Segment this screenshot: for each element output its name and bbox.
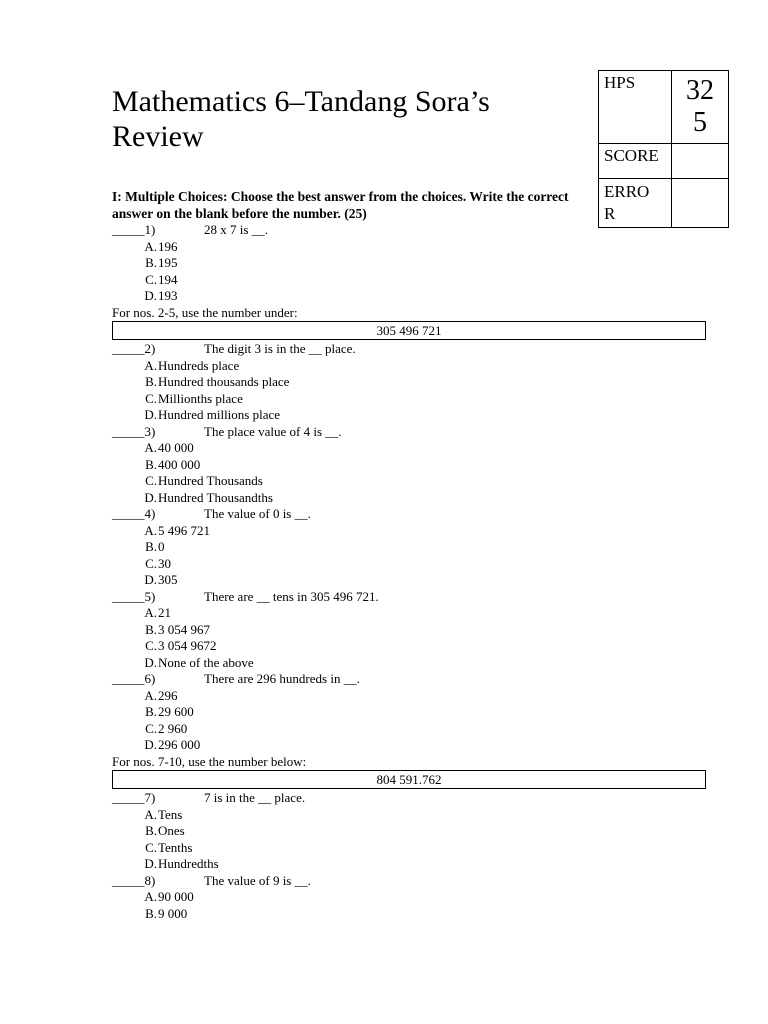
- option-letter: A.: [144, 806, 157, 822]
- option-letter: D.: [144, 737, 157, 752]
- option-text: 296 000: [158, 737, 201, 752]
- error-label: [599, 179, 672, 228]
- option-letter: A.: [144, 357, 157, 373]
- option-5a: [112, 605, 712, 622]
- option-text: Ones: [158, 823, 185, 838]
- option-3b: [112, 457, 712, 474]
- option-7b: [112, 823, 712, 840]
- question-5: [112, 589, 712, 606]
- option-letter: B.: [145, 539, 157, 554]
- option-3d: [112, 490, 712, 507]
- option-6b: [112, 704, 712, 721]
- instructions-line-1: I: Multiple Choices: Choose the best answer from the choices. Write the correct: [112, 189, 569, 204]
- option-text: 400 000: [158, 456, 201, 472]
- question-number[interactable]: _____8): [112, 872, 156, 888]
- option-letter: A.: [144, 522, 157, 538]
- option-letter: B.: [145, 456, 157, 472]
- option-text: 9 000: [158, 905, 188, 921]
- option-text: 29 600: [158, 704, 194, 719]
- option-text: Hundreds place: [158, 357, 240, 373]
- question-number[interactable]: _____7): [112, 790, 156, 805]
- option-letter: B.: [145, 905, 157, 921]
- option-1c: [112, 272, 712, 289]
- option-text: 3 054 9672: [158, 638, 217, 653]
- question-8: [112, 873, 712, 890]
- option-letter: B.: [145, 374, 157, 389]
- option-letter: A.: [144, 687, 157, 703]
- option-8a: [112, 889, 712, 906]
- option-text: Hundred thousands place: [158, 374, 290, 389]
- option-text: 193: [158, 288, 178, 303]
- option-text: 3 054 967: [158, 621, 210, 637]
- number-box-2: 804 591.762: [112, 770, 706, 789]
- option-3a: [112, 440, 712, 457]
- question-number[interactable]: _____3): [112, 423, 156, 439]
- option-letter: C.: [145, 638, 157, 653]
- option-4c: [112, 556, 712, 573]
- option-text: 21: [158, 605, 171, 620]
- hps-value-line-2: 5: [693, 107, 707, 138]
- error-label-line-1: ERRO: [604, 182, 650, 201]
- option-4b: [112, 539, 712, 556]
- error-value-cell[interactable]: [672, 179, 729, 228]
- option-text: 296: [158, 687, 178, 703]
- option-letter: A.: [144, 889, 157, 904]
- question-number[interactable]: _____4): [112, 506, 156, 521]
- option-2c: [112, 391, 712, 408]
- option-7c: [112, 840, 712, 857]
- question-6: [112, 671, 712, 688]
- option-text: Hundred Thousands: [158, 473, 263, 488]
- option-4a: [112, 523, 712, 540]
- option-6c: [112, 721, 712, 738]
- note-nos-7-10: For nos. 7-10, use the number below:: [112, 753, 307, 769]
- question-text: The value of 9 is __.: [204, 872, 311, 888]
- option-5b: [112, 622, 712, 639]
- option-5d: [112, 655, 712, 672]
- option-1d: [112, 288, 712, 305]
- question-number[interactable]: _____1): [112, 222, 156, 237]
- question-list: [112, 222, 712, 922]
- option-letter: C.: [145, 390, 157, 406]
- hps-label: HPS: [599, 71, 672, 144]
- hps-value-line-1: 32: [686, 75, 714, 106]
- option-letter: A.: [144, 440, 157, 455]
- option-2b: [112, 374, 712, 391]
- option-1b: [112, 255, 712, 272]
- option-6d: [112, 737, 712, 754]
- option-6a: [112, 688, 712, 705]
- note-nos-2-5: For nos. 2-5, use the number under:: [112, 304, 298, 320]
- instructions: [112, 189, 590, 222]
- title-line-2: Review: [112, 120, 204, 153]
- option-text: 30: [158, 555, 171, 571]
- title-line-1: Mathematics 6–Tandang Sora’s: [112, 85, 490, 118]
- question-7: [112, 790, 712, 807]
- question-number[interactable]: _____2): [112, 341, 156, 356]
- option-letter: B.: [145, 823, 157, 838]
- option-letter: D.: [144, 489, 157, 505]
- option-letter: D.: [144, 288, 157, 303]
- question-number[interactable]: _____5): [112, 588, 156, 604]
- error-label-line-2: R: [604, 204, 616, 223]
- question-3: [112, 424, 712, 441]
- option-1a: [112, 239, 712, 256]
- option-3c: [112, 473, 712, 490]
- score-label: SCORE: [599, 144, 672, 179]
- question-text: The digit 3 is in the __ place.: [204, 341, 356, 356]
- option-letter: B.: [145, 704, 157, 719]
- option-text: 305: [158, 572, 178, 587]
- score-table: [598, 70, 729, 228]
- option-text: 195: [158, 255, 178, 270]
- option-letter: D.: [144, 856, 157, 871]
- option-letter: C.: [145, 271, 157, 287]
- option-letter: C.: [145, 839, 157, 855]
- option-text: Tenths: [158, 839, 193, 855]
- option-text: None of the above: [158, 654, 254, 670]
- option-5c: [112, 638, 712, 655]
- option-text: 0: [158, 539, 165, 554]
- option-text: Hundred millions place: [158, 407, 281, 422]
- option-letter: C.: [145, 720, 157, 736]
- option-text: Tens: [158, 806, 183, 822]
- page-title: [112, 84, 572, 154]
- number-box-1: 305 496 721: [112, 321, 706, 340]
- option-text: Millionths place: [158, 390, 243, 406]
- question-text: 28 x 7 is __.: [204, 222, 268, 237]
- question-text: The value of 0 is __.: [204, 506, 311, 521]
- question-text: There are __ tens in 305 496 721.: [204, 588, 379, 604]
- option-text: 5 496 721: [158, 522, 210, 538]
- question-text: The place value of 4 is __.: [204, 423, 342, 439]
- option-2d: [112, 407, 712, 424]
- option-letter: B.: [145, 255, 157, 270]
- question-4: [112, 506, 712, 523]
- option-text: Hundred Thousandths: [158, 489, 273, 505]
- option-4d: [112, 572, 712, 589]
- question-2: [112, 341, 712, 358]
- question-text: There are 296 hundreds in __.: [204, 671, 360, 686]
- option-text: 2 960: [158, 720, 188, 736]
- option-letter: D.: [144, 407, 157, 422]
- option-text: 196: [158, 238, 178, 254]
- question-number[interactable]: _____6): [112, 671, 156, 686]
- question-text: 7 is in the __ place.: [204, 790, 306, 805]
- option-text: 40 000: [158, 440, 194, 455]
- option-letter: C.: [145, 473, 157, 488]
- option-letter: B.: [145, 621, 157, 637]
- option-2a: [112, 358, 712, 375]
- hps-value: [672, 71, 729, 144]
- option-letter: D.: [144, 572, 157, 587]
- question-1: [112, 222, 712, 239]
- option-letter: A.: [144, 238, 157, 254]
- option-text: 194: [158, 271, 178, 287]
- score-value-cell[interactable]: [672, 144, 729, 179]
- option-7a: [112, 807, 712, 824]
- option-letter: A.: [144, 605, 157, 620]
- option-text: 90 000: [158, 889, 194, 904]
- instructions-line-2: answer on the blank before the number. (25): [112, 205, 367, 221]
- option-letter: C.: [145, 555, 157, 571]
- option-8b: [112, 906, 712, 923]
- option-letter: D.: [144, 654, 157, 670]
- option-7d: [112, 856, 712, 873]
- option-text: Hundredths: [158, 856, 219, 871]
